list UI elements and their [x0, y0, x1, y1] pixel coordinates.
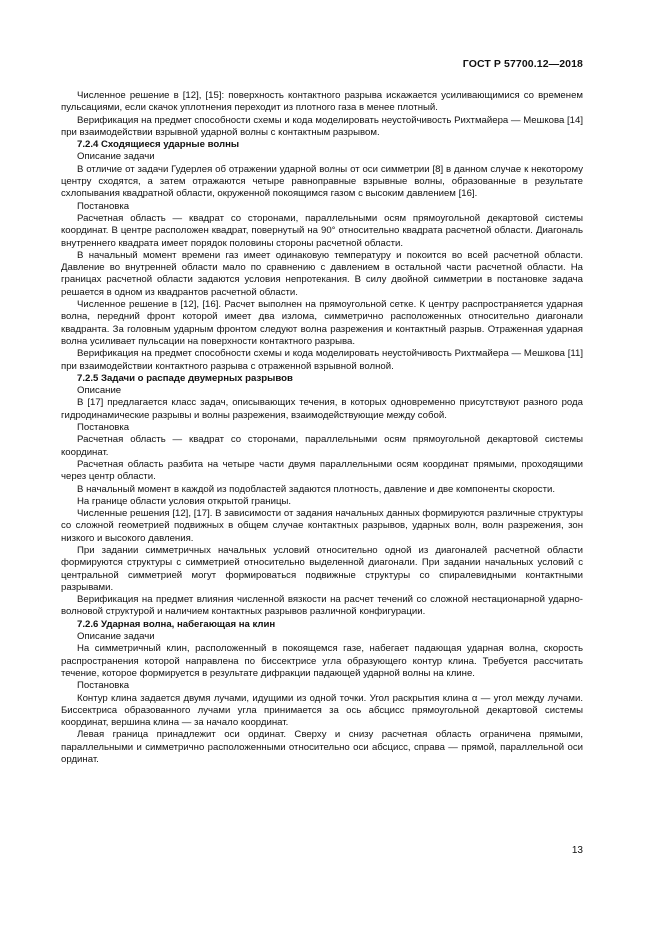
paragraph: Верификация на предмет влияния численной вязкости на расчет течений со сложной нестационарной ударно-волновой структурой и наличием контактных разрывов различной конфигурации.	[61, 594, 583, 618]
paragraph: На симметричный клин, расположенный в покоящемся газе, набегает падающая ударная волна, скорость распространения которой направлена по биссектрисе угла образующего контур клина. Требуется рассчитать течение, которое формируется в результате дифракции падающей ударной волны на клине.	[61, 643, 583, 679]
paragraph: При задании симметричных начальных условий относительно одной из диагоналей расчетной области формируются структуры с симметрией относительно выделенной диагонали. При задании начальных условий с центральной симметрией могут формироваться подвижные структуры со спиралевидными контактными разрывами.	[61, 544, 583, 593]
paragraph: Левая граница принадлежит оси ординат. Сверху и снизу расчетная область ограничена прямыми, параллельными и симметрично расположенными относительно оси абсцисс, справа — прямой, параллельной оси ординат.	[61, 729, 583, 766]
section-heading-7-2-4: 7.2.4 Сходящиеся ударные волны	[77, 139, 240, 151]
subsection-label: Постановка	[77, 200, 130, 212]
paragraph: Верификация на предмет способности схемы и кода моделировать неустойчивость Рихтмайера — Мешкова [14] при взаимодействии взрывной ударной волны с контактным разрывом.	[61, 114, 583, 138]
paragraph: Контур клина задается двумя лучами, идущими из одной точки. Угол раскрытия клина α — угол между лучами. Биссектриса образованного лучами угла принимается за ось абсцисс прямоугольной декартовой системы координат, вершина клина — за начало координат.	[61, 692, 583, 729]
section-heading-7-2-6: 7.2.6 Ударная волна, набегающая на клин	[77, 618, 276, 630]
paragraph: Верификация на предмет способности схемы и кода моделировать неустойчивость Рихтмайера — Мешкова [11] при взаимодействии контактного разрыва с отраженной взрывной волной.	[61, 348, 583, 372]
paragraph: В начальный момент в каждой из подобластей задаются плотность, давление и две компоненты скорости.	[77, 483, 556, 495]
paragraph: Численные решения [12], [17]. В зависимости от задания начальных данных формируются различные структуры со сложной геометрией подвижных в общем случае контактных разрывов, ударных волн, волн разрежения, зон низкого и высокого давления.	[61, 508, 583, 544]
paragraph: В [17] предлагается класс задач, описывающих течения, в которых одновременно присутствуют разного рода гидродинамические разрывы и волны разрежения, взаимодействующие между собой.	[61, 397, 583, 421]
subsection-label: Постановка	[77, 680, 130, 692]
paragraph: Расчетная область — квадрат со сторонами, параллельными осям прямоугольной декартовой системы координат. В центре расположен квадрат, повернутый на 90° относительно квадрата расчетной области. Диагональ внутреннего квадрата имеет порядок половины стороны расчетной области.	[61, 212, 583, 249]
page-number: 13	[571, 845, 583, 856]
subsection-label: Постановка	[77, 422, 130, 434]
subsection-label: Описание задачи	[77, 631, 155, 643]
document-body	[61, 90, 583, 766]
section-heading-7-2-5: 7.2.5 Задачи о распаде двумерных разрывов	[77, 372, 293, 384]
document-header: ГОСТ Р 57700.12—2018	[462, 58, 583, 70]
paragraph: В отличие от задачи Гудерлея об отражении ударной волны от оси симметрии [8] в данном случае к некоторому центру сходятся, а затем отражаются четыре равноправные взрывные волны, образованные в результате схлопывания квадратной области, окруженной покоящимся газом с высоким давлением [16].	[61, 163, 583, 200]
paragraph: На границе области условия открытой границы.	[77, 495, 292, 507]
subsection-label: Описание задачи	[77, 151, 155, 163]
paragraph: Численное решение в [12], [15]: поверхность контактного разрыва искажается усиливающимися со временем пульсациями, если скачок уплотнения переходит из плотного газа в менее плотный.	[61, 90, 583, 114]
paragraph: Численное решение в [12], [16]. Расчет выполнен на прямоугольной сетке. К центру распространяется ударная волна, передний фронт которой имеет два излома, симметрично расположенных относительно диагонали квадранта. За головным ударным фронтом следуют волна разрежения и контактный разрыв. Отраженная ударная волна усиливает пульсации на поверхности контактного разрыва.	[61, 299, 583, 347]
paragraph: Расчетная область разбита на четыре части двумя параллельными осям координат прямыми, проходящими через центр области.	[61, 458, 583, 483]
subsection-label: Описание	[77, 385, 122, 397]
paragraph: В начальный момент времени газ имеет одинаковую температуру и покоится во всей расчетной области. Давление во внутренней области мало по сравнению с давлением в остальной части расчетной области. На границах расчетной области задаются условия непротекания. В силу двойной симметрии в постановке задача решается в одном из квадрантов расчетной области.	[61, 249, 583, 298]
paragraph: Расчетная область — квадрат со сторонами, параллельными осям прямоугольной декартовой системы координат.	[61, 434, 583, 458]
